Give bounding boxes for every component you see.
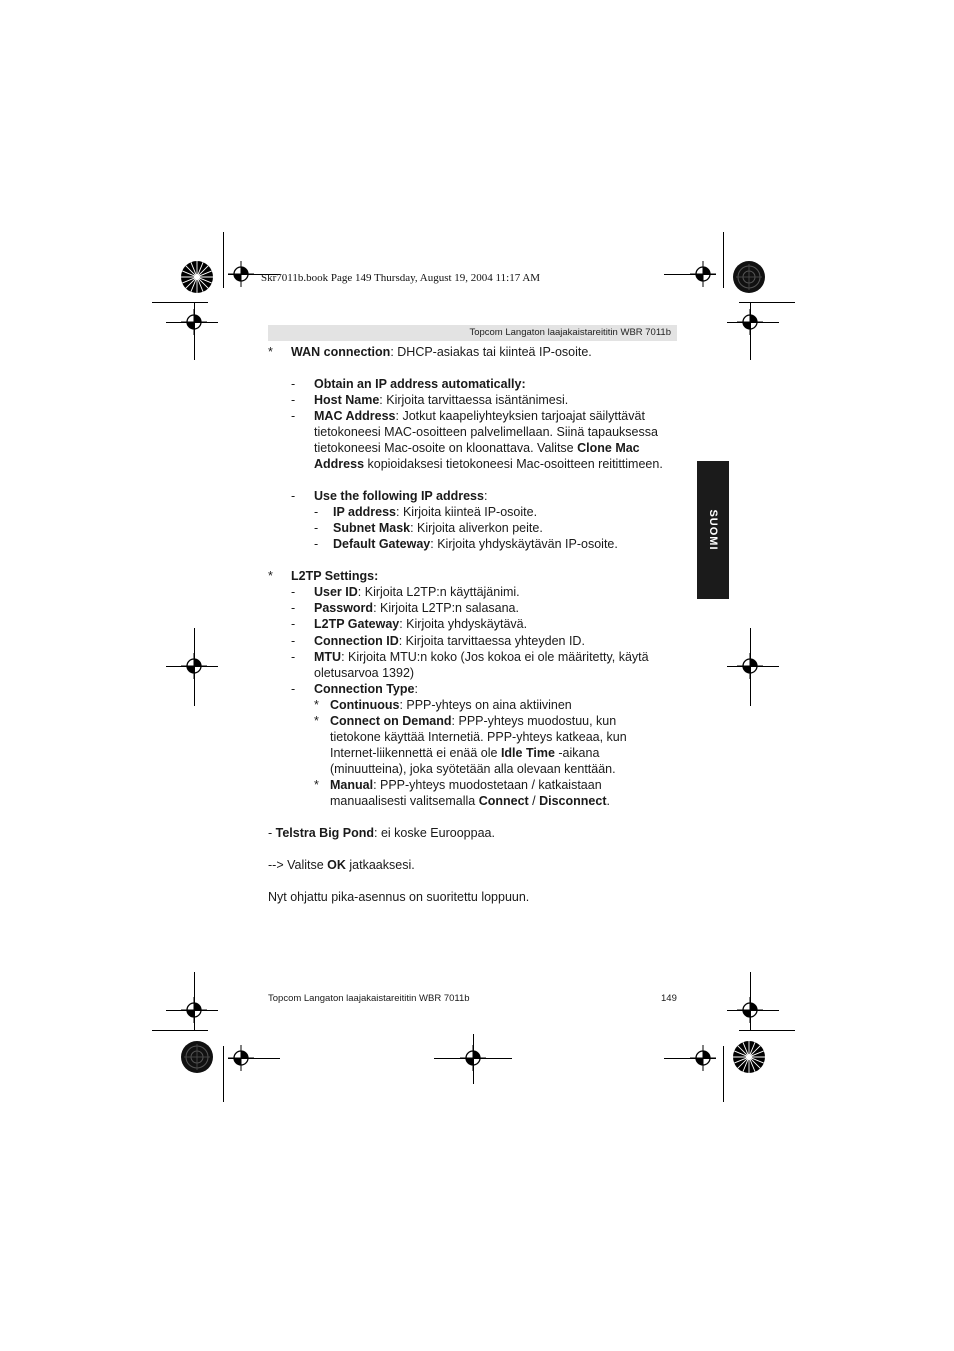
language-tab bbox=[697, 461, 729, 599]
dash-marker: - bbox=[291, 617, 296, 631]
bullet-marker: * bbox=[314, 698, 319, 712]
l2tp-gateway-line: L2TP Gateway: Kirjoita yhdyskäytävä. bbox=[314, 617, 528, 631]
continuous-line: Continuous: PPP-yhteys on aina aktiivinen bbox=[330, 698, 572, 712]
sunburst-mark-icon bbox=[732, 1040, 766, 1074]
dash-marker: - bbox=[291, 634, 296, 648]
page-number: 149 bbox=[661, 993, 677, 1004]
trim-line bbox=[152, 1030, 208, 1031]
color-target-mark-icon bbox=[732, 260, 766, 294]
dash-marker: - bbox=[314, 537, 319, 551]
header-title: Topcom Langaton laajakaistareititin WBR 7011b bbox=[469, 327, 671, 338]
bullet-marker: * bbox=[314, 714, 319, 728]
connection-type-line: Connection Type: bbox=[314, 682, 418, 696]
dash-marker: - bbox=[291, 650, 296, 664]
completion-line: Nyt ohjattu pika-asennus on suoritettu loppuun. bbox=[268, 890, 530, 904]
continue-instruction-line: --> Valitse OK jatkaaksesi. bbox=[268, 858, 415, 872]
obtain-ip-line: Obtain an IP address automatically: bbox=[314, 377, 526, 391]
connect-on-demand-line: Internet-liikennettä ei enää ole Idle Time -aikana bbox=[330, 746, 600, 760]
subnet-mask-line: Subnet Mask: Kirjoita aliverkon peite. bbox=[333, 521, 543, 535]
dash-marker: - bbox=[291, 601, 296, 615]
trim-line bbox=[723, 1046, 724, 1102]
trim-line bbox=[223, 232, 224, 288]
dash-marker: - bbox=[291, 393, 296, 407]
language-tab-label: SUOMI bbox=[707, 509, 719, 551]
trim-line bbox=[152, 302, 208, 303]
registration-mark-icon bbox=[460, 1045, 486, 1071]
mac-address-line: tietokoneesi MAC-osoitteen palvelimellaan. Siinä tapauksessa bbox=[314, 425, 658, 439]
registration-mark-icon bbox=[228, 261, 254, 287]
page-header bbox=[268, 325, 677, 341]
registration-mark-icon bbox=[737, 997, 763, 1023]
mtu-line: MTU: Kirjoita MTU:n koko (Jos kokoa ei ole määritetty, käytä bbox=[314, 650, 649, 664]
telstra-line: - Telstra Big Pond: ei koske Eurooppaa. bbox=[268, 826, 495, 840]
dash-marker: - bbox=[314, 505, 319, 519]
mac-address-line: MAC Address: Jotkut kaapeliyhteyksien tarjoajat säilyttävät bbox=[314, 409, 645, 423]
connect-on-demand-line: (minuutteina), joka syötetään alla olevaan kenttään. bbox=[330, 762, 616, 776]
dash-marker: - bbox=[291, 489, 296, 503]
mac-address-line: Address kopioidaksesi tietokoneesi Mac-osoitteen reitittimeen. bbox=[314, 457, 663, 471]
color-target-mark-icon bbox=[180, 1040, 214, 1074]
footer-title: Topcom Langaton laajakaistareititin WBR 7011b bbox=[268, 993, 470, 1004]
default-gateway-line: Default Gateway: Kirjoita yhdyskäytävän IP-osoite. bbox=[333, 537, 618, 551]
registration-mark-icon bbox=[181, 997, 207, 1023]
registration-mark-icon bbox=[228, 1045, 254, 1071]
dash-marker: - bbox=[291, 585, 296, 599]
trim-line bbox=[739, 1030, 795, 1031]
bullet-marker: * bbox=[268, 345, 273, 359]
registration-mark-icon bbox=[690, 261, 716, 287]
bullet-marker: * bbox=[268, 569, 273, 583]
mac-address-line: tietokoneesi Mac-osoite on kloonattava. Valitse Clone Mac bbox=[314, 441, 640, 455]
host-name-line: Host Name: Kirjoita tarvittaessa isäntänimesi. bbox=[314, 393, 569, 407]
trim-line bbox=[223, 1046, 224, 1102]
manual-line: Manual: PPP-yhteys muodostetaan / katkaistaan bbox=[330, 778, 602, 792]
connect-on-demand-line: Connect on Demand: PPP-yhteys muodostuu, kun bbox=[330, 714, 617, 728]
use-following-ip-line: Use the following IP address: bbox=[314, 489, 488, 503]
print-info: Skr7011b.book Page 149 Thursday, August 19, 2004 11:17 AM bbox=[261, 272, 541, 284]
bullet-marker: * bbox=[314, 778, 319, 792]
dash-marker: - bbox=[291, 682, 296, 696]
dash-marker: - bbox=[291, 377, 296, 391]
connection-id-line: Connection ID: Kirjoita tarvittaessa yhteyden ID. bbox=[314, 634, 585, 648]
ip-address-line: IP address: Kirjoita kiinteä IP-osoite. bbox=[333, 505, 538, 519]
dash-marker: - bbox=[314, 521, 319, 535]
registration-mark-icon bbox=[181, 653, 207, 679]
connect-on-demand-line: tietokone käyttää Internetiä. PPP-yhteys katkeaa, kun bbox=[330, 730, 627, 744]
trim-line bbox=[739, 302, 795, 303]
mtu-line: oletusarvoa 1392) bbox=[314, 666, 415, 680]
user-id-line: User ID: Kirjoita L2TP:n käyttäjänimi. bbox=[314, 585, 520, 599]
sunburst-mark-icon bbox=[180, 260, 214, 294]
registration-mark-icon bbox=[737, 309, 763, 335]
dash-marker: - bbox=[291, 409, 296, 423]
password-line: Password: Kirjoita L2TP:n salasana. bbox=[314, 601, 519, 615]
trim-line bbox=[723, 232, 724, 288]
registration-mark-icon bbox=[181, 309, 207, 335]
l2tp-settings-line: L2TP Settings: bbox=[291, 569, 379, 583]
wan-connection-line: WAN connection: DHCP-asiakas tai kiinteä IP-osoite. bbox=[291, 345, 592, 359]
registration-mark-icon bbox=[690, 1045, 716, 1071]
manual-line: manuaalisesti valitsemalla Connect / Disconnect. bbox=[330, 794, 610, 808]
registration-mark-icon bbox=[737, 653, 763, 679]
wan-connection-label: WAN connection bbox=[291, 345, 391, 359]
